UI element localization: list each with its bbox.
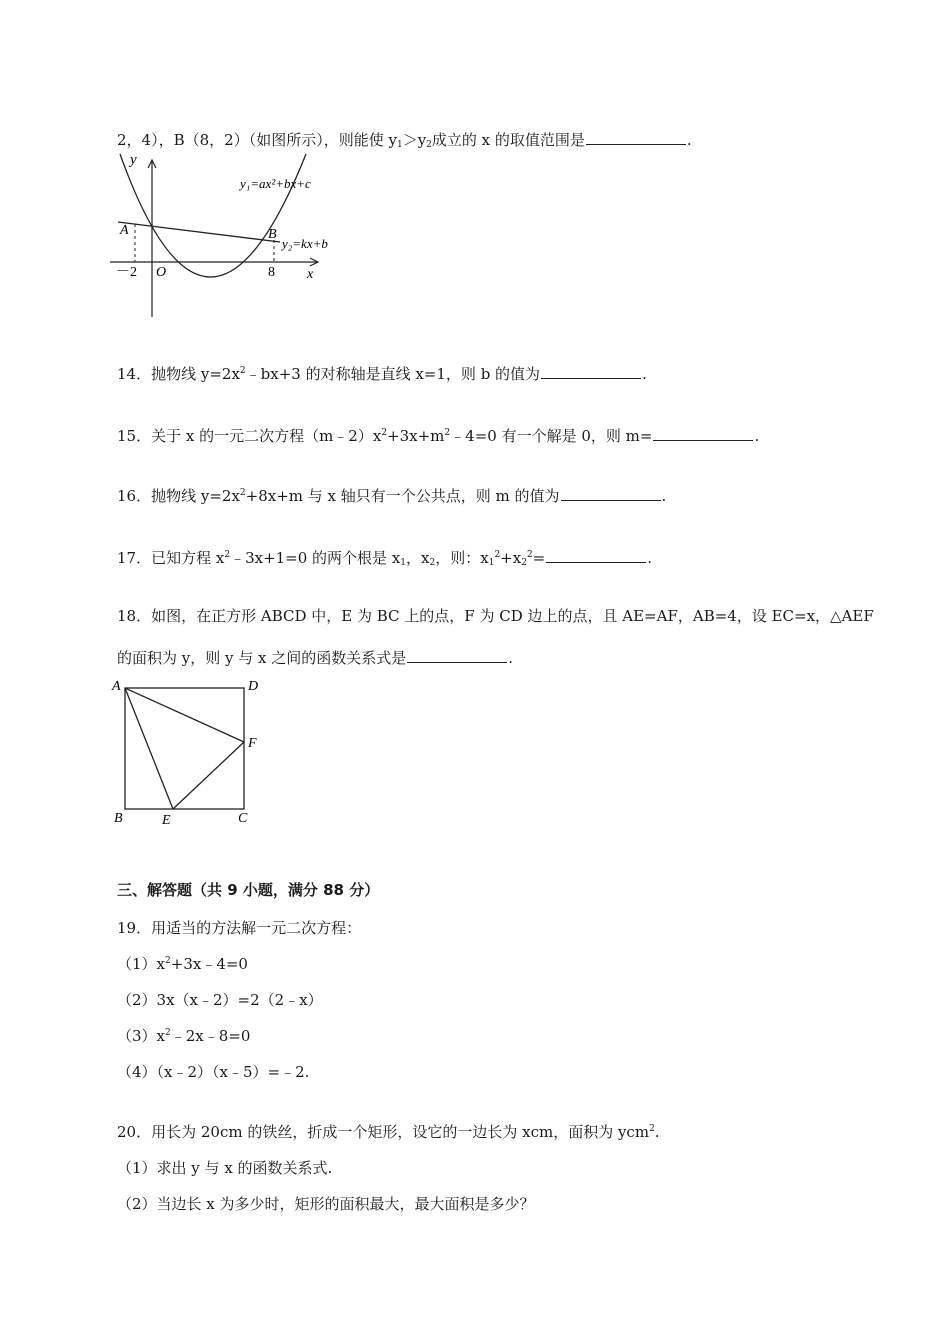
question-19-part-2	[117, 990, 323, 1010]
answer-blank[interactable]	[546, 546, 646, 563]
q20-stem-pre: 20．用长为 20cm 的铁丝，折成一个矩形，设它的一边长为 xcm，面积为 ycm	[117, 1123, 650, 1141]
y1-equation-label: y₁=ax²+bx+c	[240, 176, 311, 191]
point-f-label: F	[248, 736, 257, 751]
q17-pre: 17．已知方程 x	[117, 549, 225, 567]
answer-blank[interactable]	[541, 362, 641, 379]
q15-pre: 15．关于 x 的一元二次方程（m﹣2）x	[117, 427, 382, 445]
q15-end: .	[754, 427, 760, 445]
q13-text-before: 2，4），B（8，2）（如图所示），则能使 y	[117, 131, 397, 149]
q18-end: .	[508, 649, 514, 667]
point-e-label: E	[162, 813, 171, 826]
q16-pre: 16．抛物线 y=2x	[117, 487, 240, 505]
eight-label: 8	[268, 265, 275, 280]
q17-sub2: 2	[429, 558, 436, 568]
parabola-curve	[120, 154, 306, 277]
q20-p1-text: （1）求出 y 与 x 的函数关系式.	[117, 1159, 333, 1177]
q17-mid2: ，x	[406, 549, 430, 567]
question-20-part-1	[117, 1158, 332, 1178]
vertex-d-label: D	[248, 679, 259, 694]
vertex-a-label: A	[112, 679, 121, 694]
q13-end: .	[686, 131, 692, 149]
question-20-part-2	[117, 1194, 535, 1214]
question-19-part-1	[117, 954, 248, 974]
q13-gt: ＞y	[402, 131, 427, 149]
origin-label: O	[156, 265, 167, 280]
q19-p3-post: ﹣2x﹣8=0	[170, 1027, 251, 1045]
answer-blank[interactable]	[407, 646, 507, 663]
point-b-label: B	[268, 227, 277, 242]
segment-ef	[173, 742, 244, 809]
question-19-part-4	[117, 1062, 309, 1082]
q20-stem-sup: 2	[649, 1124, 655, 1134]
q17-mid1: ﹣3x+1=0 的两个根是 x	[230, 549, 401, 567]
answer-blank[interactable]	[561, 484, 661, 501]
vertex-c-label: C	[238, 811, 248, 826]
q17-end: .	[647, 549, 653, 567]
q15-post: ﹣4=0 有一个解是 0，则 m=	[450, 427, 653, 445]
q14-sup: 2	[239, 366, 246, 376]
q13-sub2: 2	[426, 140, 432, 150]
q19-p4-text: （4）（x﹣2）（x﹣5）=﹣2.	[117, 1063, 310, 1081]
q15-sup2: 2	[444, 428, 451, 438]
question-18-line2	[117, 646, 513, 668]
question-13-text	[117, 128, 692, 150]
q19-p2-text: （2）3x（x﹣2）=2（2﹣x）	[117, 991, 323, 1009]
q19-p1-pre: （1）x	[117, 955, 166, 973]
question-16-text	[117, 484, 666, 506]
q17-sub1: 1	[400, 558, 407, 568]
square-figure	[110, 676, 280, 826]
q15-mid: +3x+m	[387, 427, 445, 445]
q17-mid4: +x	[500, 549, 522, 567]
q16-end: .	[661, 487, 667, 505]
vertex-b-label: B	[114, 811, 123, 826]
question-17-text	[117, 546, 652, 568]
section-title	[117, 880, 379, 900]
x-axis-label: x	[307, 267, 314, 282]
q19-p3-pre: （3）x	[117, 1027, 166, 1045]
q17-sub3: 1	[488, 558, 495, 568]
point-a-label: A	[120, 223, 129, 238]
y2-equation-label: y₂=kx+b	[282, 236, 328, 251]
section-3-title: 三、解答题（共 9 小题，满分 88 分）	[117, 881, 380, 899]
q17-sub4: 2	[521, 558, 527, 568]
answer-blank[interactable]	[653, 424, 753, 441]
q14-end: .	[642, 365, 647, 383]
y-axis-label: y	[130, 152, 137, 168]
q16-post: +8x+m 与 x 轴只有一个公共点，则 m 的值为	[245, 487, 560, 505]
q20-stem-end: .	[654, 1123, 660, 1141]
question-14-text	[117, 362, 647, 384]
q14-post: ﹣bx+3 的对称轴是直线 x=1，则 b 的值为	[245, 365, 541, 383]
answer-blank[interactable]	[586, 128, 686, 145]
q17-mid5: =	[532, 549, 546, 567]
q14-pre: 14．抛物线 y=2x	[117, 365, 240, 383]
question-19-stem	[117, 918, 361, 938]
question-19-part-3	[117, 1026, 250, 1046]
q17-sup4: 2	[526, 550, 533, 560]
q17-sup3: 2	[494, 550, 501, 560]
q13-text-after: 成立的 x 的取值范围是	[431, 131, 585, 149]
q19-stem-text: 19．用适当的方法解一元二次方程：	[117, 919, 362, 937]
q13-sub1: 1	[396, 140, 403, 150]
question-18-line1	[117, 606, 874, 626]
q19-p1-sup: 2	[165, 956, 171, 966]
parabola-line-graph	[110, 152, 350, 322]
q20-p2-text: （2）当边长 x 为多少时，矩形的面积最大，最大面积是多少？	[117, 1195, 535, 1213]
minus-two-label: －2	[116, 265, 137, 280]
q17-sup1: 2	[224, 550, 231, 560]
q19-p3-sup: 2	[165, 1028, 171, 1038]
q15-sup1: 2	[381, 428, 388, 438]
q17-mid3: ，则：x	[435, 549, 489, 567]
q18-line1-text: 18．如图，在正方形 ABCD 中，E 为 BC 上的点，F 为 CD 边上的点，且 AE=AF，AB=4，设 EC=x，△AEF	[117, 607, 874, 625]
q19-p1-post: +3x﹣4=0	[170, 955, 248, 973]
q18-line2-text: 的面积为 y，则 y 与 x 之间的函数关系式是	[117, 649, 407, 667]
question-15-text	[117, 424, 759, 446]
square-abcd	[125, 688, 244, 809]
question-20-stem	[117, 1122, 660, 1142]
straight-line	[118, 222, 280, 242]
q16-sup: 2	[239, 488, 246, 498]
